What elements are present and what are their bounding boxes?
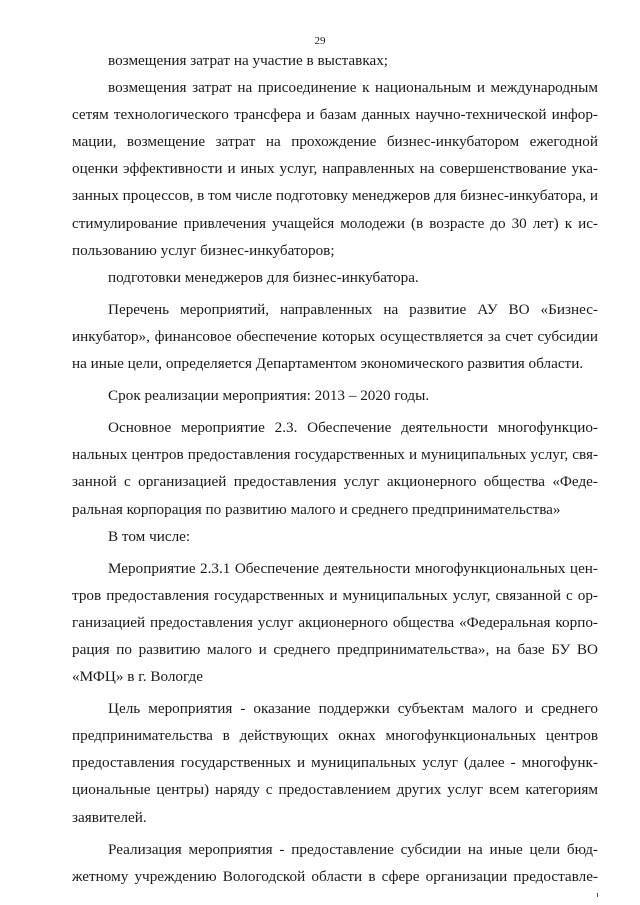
paragraph bbox=[72, 414, 598, 522]
text-line: сетям технологического трансфера и базам данных научно-технической инфор- bbox=[72, 106, 598, 124]
text-line: Основное мероприятие 2.3. Обеспечение деятельности многофункцио- bbox=[108, 419, 598, 437]
text-line: Мероприятие 2.3.1 Обеспечение деятельности многофункциональных цен- bbox=[108, 559, 598, 577]
text-line: Цель мероприятия - оказание поддержки субъектам малого и среднего bbox=[108, 700, 598, 718]
paragraph bbox=[72, 47, 598, 74]
text-line: нальных центров предоставления государственных и муниципальных услуг, свя- bbox=[72, 446, 598, 464]
text-line: Реализация мероприятия - предоставление субсидии на иные цели бюд- bbox=[108, 840, 598, 858]
body-text bbox=[72, 47, 598, 890]
text-line: жетному учреждению Вологодской области в сфере организации предоставле- bbox=[72, 867, 598, 885]
text-line: подготовки менеджеров для бизнес-инкубатора. bbox=[108, 268, 419, 286]
text-line: оценки эффективности и иных услуг, направленных на совершенствование ука- bbox=[72, 160, 598, 178]
paragraph bbox=[72, 695, 598, 830]
text-line: возмещения затрат на присоединение к национальным и международным bbox=[108, 79, 598, 97]
text-line: тров предоставления государственных и муниципальных услуг, связанной с ор- bbox=[72, 586, 598, 604]
scan-edge-mark bbox=[597, 893, 598, 897]
text-line: на иные цели, определяется Департаментом экономического развития области. bbox=[72, 355, 584, 373]
paragraph bbox=[72, 264, 598, 291]
text-line: стимулирование привлечения учащейся молодежи (в возрасте до 30 лет) к ис- bbox=[72, 214, 598, 232]
paragraph bbox=[72, 382, 598, 409]
text-line: «МФЦ» в г. Вологде bbox=[72, 668, 203, 686]
text-line: инкубатор», финансовое обеспечение которых осуществляется за счет субсидии bbox=[72, 327, 598, 345]
text-line: мации, возмещение затрат на прохождение бизнес-инкубатором ежегодной bbox=[72, 133, 598, 151]
text-line: предпринимательства в действующих окнах многофункциональных центров bbox=[72, 727, 598, 745]
text-line: В том числе: bbox=[108, 527, 191, 545]
paragraph bbox=[72, 836, 598, 890]
text-line: рация по развитию малого и среднего предпринимательства», на базе БУ ВО bbox=[72, 640, 598, 658]
paragraph bbox=[72, 296, 598, 377]
text-line: пользованию услуг бизнес-инкубаторов; bbox=[72, 241, 335, 259]
text-line: Перечень мероприятий, направленных на развитие АУ ВО «Бизнес- bbox=[108, 300, 598, 318]
text-line: ральная корпорация по развитию малого и среднего предпринимательства» bbox=[72, 500, 561, 518]
text-line: заявителей. bbox=[72, 808, 147, 826]
text-line: ганизацией предоставления услуг акционерного общества «Федеральная корпо- bbox=[72, 613, 598, 631]
text-line: занной с организацией предоставления услуг акционерного общества «Феде- bbox=[72, 473, 598, 491]
paragraph bbox=[72, 523, 598, 550]
text-line: циональные центры) наряду с предоставлением других услуг всем категориям bbox=[72, 781, 598, 799]
text-line: Срок реализации мероприятия: 2013 – 2020 годы. bbox=[108, 387, 430, 405]
paragraph bbox=[72, 555, 598, 690]
text-line: возмещения затрат на участие в выставках; bbox=[108, 52, 389, 69]
text-line: предоставления государственных и муниципальных услуг (далее - многофунк- bbox=[72, 754, 598, 772]
text-line: занных процессов, в том числе подготовку менеджеров для бизнес-инкубатора, и bbox=[72, 187, 598, 205]
page-number: 29 bbox=[314, 35, 326, 47]
paragraph bbox=[72, 74, 598, 264]
